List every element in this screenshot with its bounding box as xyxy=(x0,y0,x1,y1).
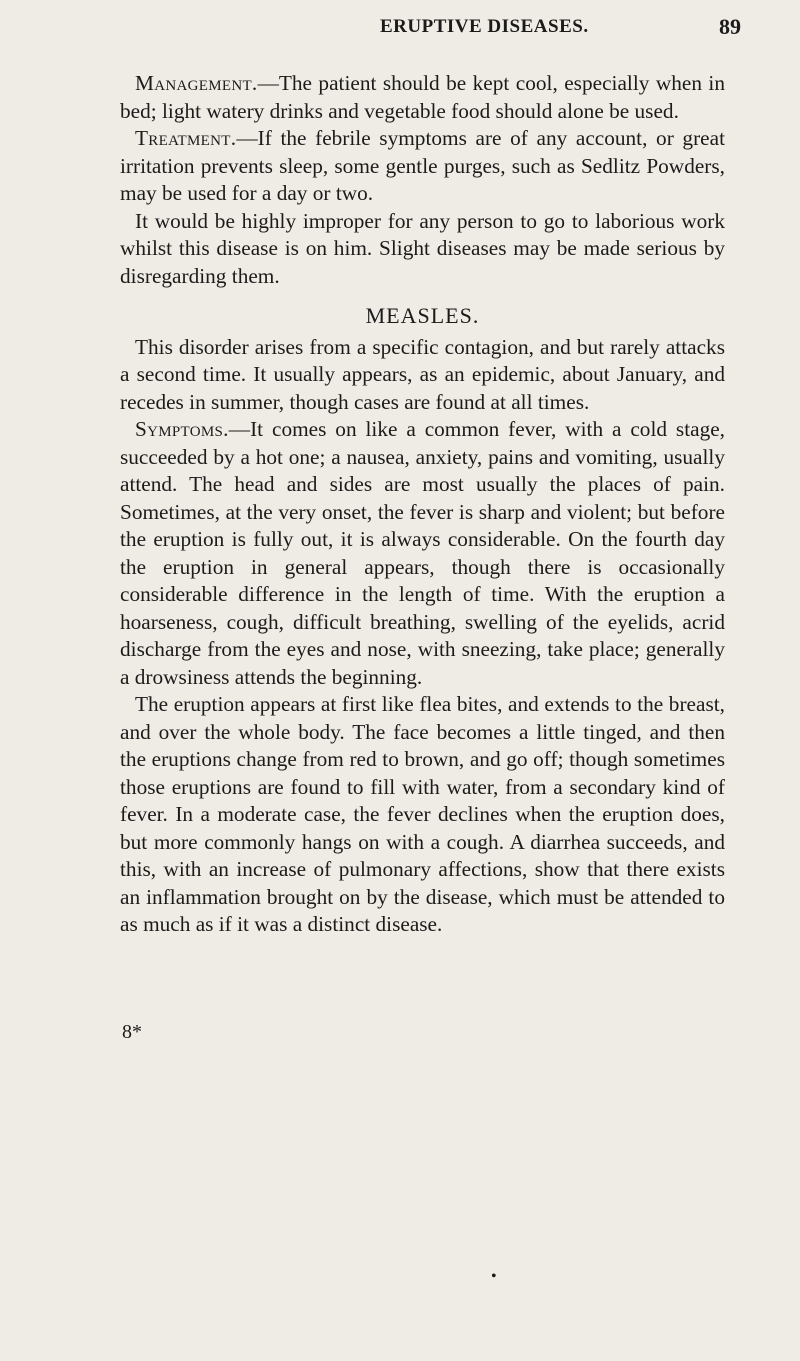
signature-mark: 8* xyxy=(122,1021,142,1043)
management-label: Management. xyxy=(135,71,258,95)
page-number: 89 xyxy=(719,14,741,39)
paragraph-measles-intro: This disorder arises from a specific contagion, and but rarely attacks a second time. It usually appears, as an epidemic, about January, and recedes in summer, though cases are found at all times. xyxy=(120,334,725,414)
symptoms-label: Symptoms. xyxy=(135,417,229,441)
running-head: ERUPTIVE DISEASES. xyxy=(380,16,589,37)
management-text: —The patient should be kept cool, especially when in bed; light watery drinks and vegetable food should alone be used. xyxy=(120,71,725,123)
paragraph-symptoms xyxy=(120,416,725,691)
paragraph-treatment xyxy=(120,125,725,208)
treatment-label: Treatment. xyxy=(135,126,237,150)
stray-mark: • xyxy=(491,1268,497,1285)
symptoms-text: —It comes on like a common fever, with a cold stage, succeeded by a hot one; a nausea, anxiety, pains and vomiting, usually attend. The head and sides are most usually the places of pain. Sometimes, at the very onset, the fever is sharp and violent; but before the eruption is fully out, it is always considerable. On the fourth day the eruption in general appears, though there is occasionally considerable difference in the length of time. With the eruption a hoarseness, cough, difficult breathing, swelling of the eyelids, acrid discharge from the eyes and nose, with sneezing, take place; generally a drowsiness attends the beginning. xyxy=(120,417,725,689)
paragraph-management xyxy=(120,70,725,125)
section-heading-measles: MEASLES. xyxy=(365,303,480,328)
treatment-text: —If the febrile symptoms are of any account, or great irritation prevents sleep, some gentle purges, such as Sedlitz Powders, may be used for a day or two. xyxy=(120,126,725,205)
paragraph-eruption: The eruption appears at first like flea bites, and extends to the breast, and over the whole body. The face becomes a little tinged, and then the eruptions change from red to brown, and go off; though sometimes those eruptions are found to fill with water, from a secondary kind of fever. In a moderate case, the fever declines when the eruption does, but more commonly hangs on with a cough. A diarrhea succeeds, and this, with an increase of pulmonary affections, show that there exists an inflammation brought on by the disease, which must be attended to as much as if it was a distinct disease. xyxy=(120,692,725,936)
body-text xyxy=(120,70,725,939)
paragraph-improper: It would be highly improper for any person to go to laborious work whilst this disease is on him. Slight diseases may be made serious by disregarding them. xyxy=(120,208,725,288)
